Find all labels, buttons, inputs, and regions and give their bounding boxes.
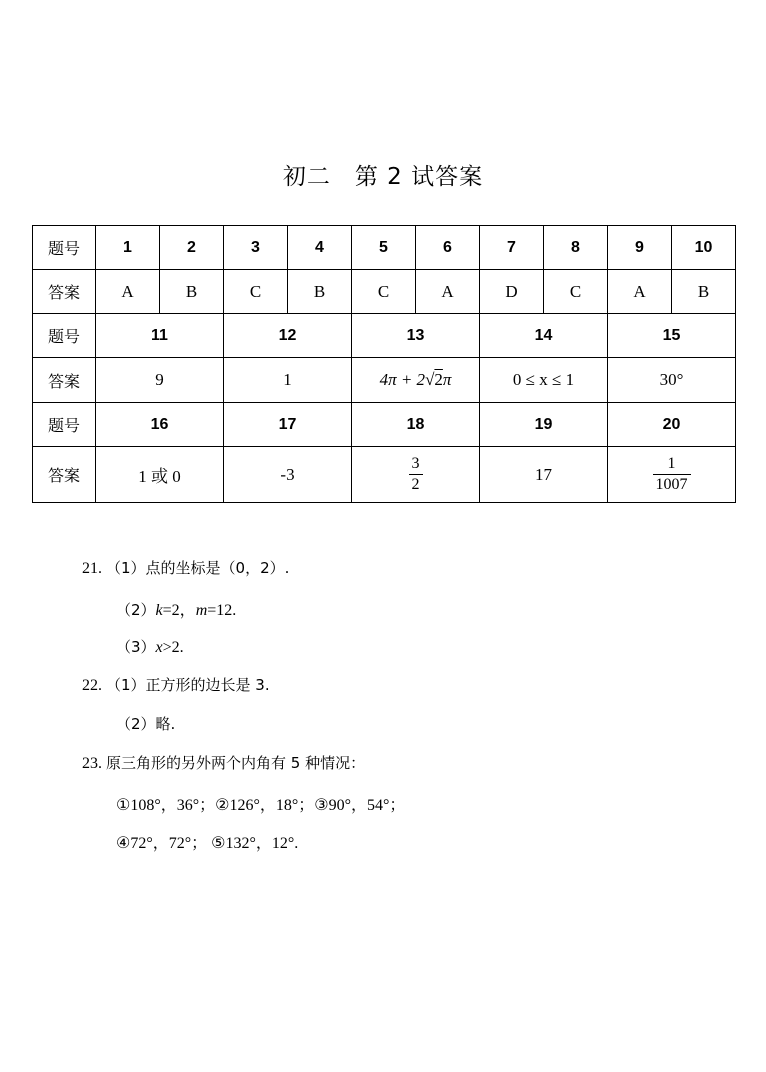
question-number: 1 (96, 226, 160, 270)
solution-22-part2 (116, 713, 175, 734)
part-prefix: （2） (116, 601, 156, 619)
answer-formula-13 (352, 358, 480, 403)
question-number: 2 (160, 226, 224, 270)
radicand: 2 (434, 370, 443, 389)
solution-text: （1）点的坐标是（0，2）. (106, 559, 290, 577)
answer-table (32, 225, 736, 503)
question-number: 17 (224, 403, 352, 447)
value-k: =2， (162, 602, 196, 619)
answer-cell: 17 (480, 447, 608, 503)
answer-cell: B (672, 270, 736, 314)
solution-23-line1: ①108°，36°；②126°，18°；③90°，54°； (116, 797, 406, 814)
question-number: 3 (224, 226, 288, 270)
question-number: 15 (608, 314, 736, 358)
question-number: 18 (352, 403, 480, 447)
answer-cell: B (288, 270, 352, 314)
answer-cell: 9 (96, 358, 224, 403)
answer-cell: 0 ≤ x ≤ 1 (480, 358, 608, 403)
variable-m: m (195, 602, 208, 619)
answer-cell: 1 (224, 358, 352, 403)
formula-part: π (442, 370, 452, 389)
solution-21-part1 (82, 557, 289, 578)
question-number: 9 (608, 226, 672, 270)
question-number: 12 (224, 314, 352, 358)
answer-cell: 30° (608, 358, 736, 403)
question-number: 23. (82, 755, 102, 772)
answer-fraction-20 (608, 447, 736, 503)
question-number: 7 (480, 226, 544, 270)
solution-text: 原三角形的另外两个内角有 5 种情况： (106, 754, 366, 772)
fraction-numerator: 3 (409, 455, 423, 475)
row-label-answer: 答案 (33, 270, 96, 314)
row-label-answer: 答案 (33, 358, 96, 403)
table-row-answers-16-20 (33, 447, 736, 503)
fraction (653, 455, 691, 493)
answer-cell: A (96, 270, 160, 314)
question-number: 21. (82, 560, 102, 577)
question-number: 8 (544, 226, 608, 270)
answer-cell: -3 (224, 447, 352, 503)
answer-cell: C (224, 270, 288, 314)
question-number: 5 (352, 226, 416, 270)
row-label-question: 题号 (33, 226, 96, 270)
table-row-questions-1-10 (33, 226, 736, 270)
question-number: 10 (672, 226, 736, 270)
value-m: =12. (207, 602, 237, 619)
table-row-answers-1-10 (33, 270, 736, 314)
question-number: 22. (82, 677, 102, 694)
answer-cell: B (160, 270, 224, 314)
solution-23 (82, 752, 365, 773)
sqrt-sign: √ (425, 370, 435, 389)
answer-cell: A (608, 270, 672, 314)
row-label-question: 题号 (33, 403, 96, 447)
fraction-denominator: 2 (411, 476, 420, 493)
table-row-questions-16-20 (33, 403, 736, 447)
fraction (409, 455, 423, 493)
answer-cell: D (480, 270, 544, 314)
question-number: 11 (96, 314, 224, 358)
formula-part: 4π + 2 (379, 370, 426, 389)
question-number: 6 (416, 226, 480, 270)
table-row-answers-11-15 (33, 358, 736, 403)
question-number: 19 (480, 403, 608, 447)
question-number: 16 (96, 403, 224, 447)
answer-cell: A (416, 270, 480, 314)
inequality: >2. (162, 639, 184, 656)
fraction-denominator: 1007 (655, 476, 688, 493)
table-row-questions-11-15 (33, 314, 736, 358)
solution-text: （1）正方形的边长是 3. (106, 676, 270, 694)
solution-21-part2 (116, 597, 236, 620)
question-number: 13 (352, 314, 480, 358)
page-title: 初二 第 2 试答案 (282, 164, 484, 190)
solution-22-part1 (82, 674, 270, 695)
answer-cell: C (544, 270, 608, 314)
solution-text: （2）略. (116, 715, 176, 733)
question-number: 4 (288, 226, 352, 270)
fraction-numerator: 1 (653, 455, 691, 475)
row-label-question: 题号 (33, 314, 96, 358)
variable-k: k (155, 602, 163, 619)
row-label-answer: 答案 (33, 447, 96, 503)
answer-fraction-18 (352, 447, 480, 503)
answer-cell: 1 或 0 (96, 447, 224, 503)
variable-x: x (155, 639, 163, 656)
solution-21-part3 (116, 636, 184, 657)
question-number: 20 (608, 403, 736, 447)
answer-cell: C (352, 270, 416, 314)
part-prefix: （3） (116, 638, 156, 656)
solution-23-line2: ④72°，72°； ⑤132°，12°. (116, 835, 299, 852)
question-number: 14 (480, 314, 608, 358)
